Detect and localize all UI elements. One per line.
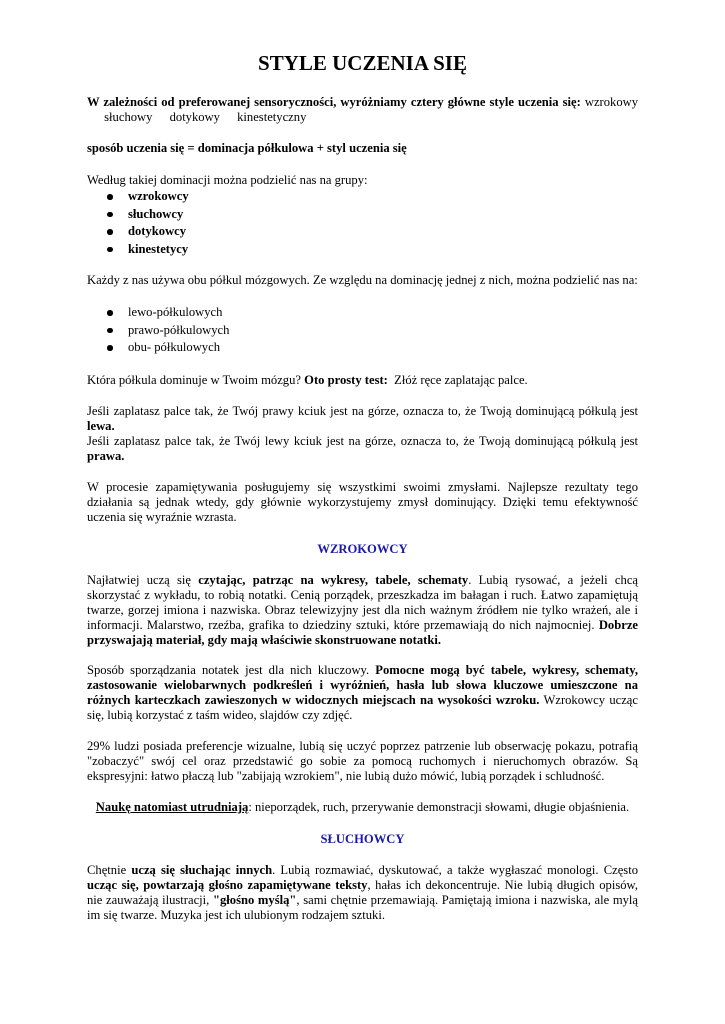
bullet-icon — [107, 212, 113, 218]
hemispheres-list — [87, 304, 638, 357]
style-item: wzrokowy — [584, 95, 639, 109]
memory-paragraph: W procesie zapamiętywania posługujemy się wszystkimi swoimi zmysłami. Najlepsze rezultaty tego działania są jednak wtedy, gdy głównie wykorzystujemy zmysł dominujący. Dzięki temu efektywność uczenia się wyraźnie wzrasta. — [87, 480, 638, 524]
list-item: kinestetycy — [87, 241, 638, 259]
left-answer: lewa. — [87, 419, 115, 433]
groups-lead: Według takiej dominacji można podzielić nas na grupy: — [87, 173, 368, 187]
groups-list — [87, 188, 638, 258]
test-paragraph — [87, 373, 638, 388]
test-instruction: Złóż ręce zaplatając palce. — [394, 373, 528, 387]
section-heading-visual: WZROKOWCY — [317, 542, 408, 556]
visual-paragraph-1: Najłatwiej uczą się czytając, patrząc na wykresy, tabele, schematy. Lubią rysować, a jeżeli chcą skorzystać z wykładu, to robią notatki. Cenią porządek, przeszkadza im bałagan i ruch. Łatwo zapamiętują twarze, gorzej imiona i nazwiska. Obraz telewizyjny jest dla nich ważnym źródłem nie tylko wrażeń, ale i informacji. Malarstwo, rzeźba, grafika to dziedziny sztuki, które przemawiają do nich najmocniej. Dobrze przyswajają materiał, gdy mają właściwie skonstruowane notatki. — [87, 573, 638, 647]
list-item: wzrokowcy — [87, 188, 638, 206]
auditory-paragraph-1: Chętnie uczą się słuchając innych. Lubią rozmawiać, dyskutować, a także wygłaszać monologi. Często ucząc się, powtarzają głośno zapamiętywane teksty, hałas ich dekoncentruje. Nie lubią długich opisów, nie zauważają ilustracji, "głośno myślą", sami chętnie przemawiają. Pamiętają imiona i nazwiska, ale mylą im się twarze. Muzyka jest ich ulubionym rodzajem sztuki. — [87, 863, 638, 922]
intro-bold-text: W zależności od preferowanej sensoryczności, wyróżniamy cztery główne style uczenia się: — [87, 95, 581, 109]
intro-paragraph — [87, 95, 638, 125]
bullet-icon — [107, 345, 113, 351]
list-item: obu- półkulowych — [87, 339, 638, 357]
page-title: STYLE UCZENIA SIĘ — [258, 51, 467, 75]
formula-line: sposób uczenia się = dominacja półkulowa + styl uczenia się — [87, 141, 407, 155]
visual-paragraph-2: Sposób sporządzania notatek jest dla nich kluczowy. Pomocne mogą być tabele, wykresy, schematy, zastosowanie wielobarwnych podkreśleń i wyróżnień, hasła lub słowa kluczowe umieszczone na różnych karteczkach zawieszonych w widocznych miejscach na wysokości wzroku. Wzrokowcy ucząc się, lubią korzystać z taśm wideo, slajdów czy zdjęć. — [87, 663, 638, 722]
right-answer: prawa. — [87, 449, 125, 463]
style-item: słuchowy — [104, 110, 153, 124]
hemispheres-lead: Każdy z nas używa obu półkul mózgowych. Ze względu na dominację jednej z nich, można podzielić nas na: — [87, 273, 638, 287]
visual-paragraph-3: 29% ludzi posiada preferencje wizualne, lubią się uczyć poprzez patrzenie lub obserwację pokazu, potrafią "zobaczyć" swój cel oraz przedstawić go sobie za pomocą ruchomych i nieruchomych obrazów. Są ekspresyjni: łatwo płaczą lub "zabijają wzrokiem", nie lubią dużo mówić, lubią porządek i schludność. — [87, 739, 638, 783]
visual-hinder-line: Naukę natomiast utrudniają: nieporządek, ruch, przerywanie demonstracji słowami, długie objaśnienia. — [95, 800, 630, 814]
bullet-icon — [107, 328, 113, 334]
bullet-icon — [107, 229, 113, 235]
test-label: Oto prosty test: — [304, 373, 388, 387]
bullet-icon — [107, 310, 113, 316]
right-result-paragraph: Jeśli zaplatasz palce tak, że Twój lewy kciuk jest na górze, oznacza to, że Twoją dominującą półkulą jest prawa. — [87, 434, 638, 463]
left-result-paragraph: Jeśli zaplatasz palce tak, że Twój prawy kciuk jest na górze, oznacza to, że Twoją dominującą półkulą jest lewa. — [87, 404, 638, 433]
hinder-label: Naukę natomiast utrudniają — [95, 800, 249, 814]
list-item: dotykowcy — [87, 223, 638, 241]
style-item: dotykowy — [169, 110, 220, 124]
test-question: Która półkula dominuje w Twoim mózgu? — [87, 373, 301, 387]
list-item: lewo-półkulowych — [87, 304, 638, 322]
bullet-icon — [107, 247, 113, 253]
bullet-icon — [107, 194, 113, 200]
list-item: słuchowcy — [87, 206, 638, 224]
style-item: kinestetyczny — [237, 110, 307, 124]
section-heading-auditory: SŁUCHOWCY — [320, 832, 405, 846]
list-item: prawo-półkulowych — [87, 322, 638, 340]
